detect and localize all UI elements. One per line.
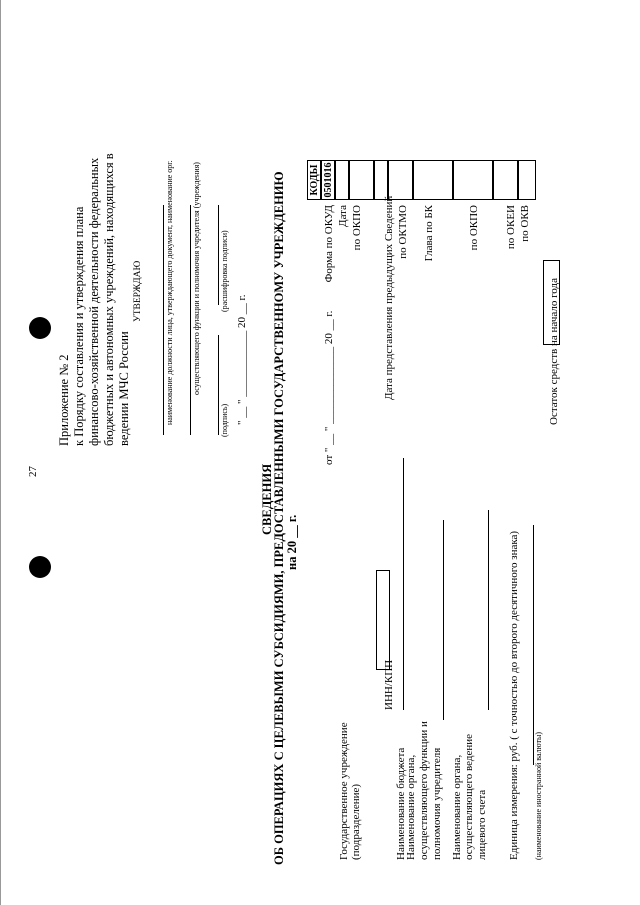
approve-label: УТВЕРЖДАЮ xyxy=(133,260,143,322)
caption-signature: (подпись) xyxy=(220,403,229,437)
field-line xyxy=(443,520,444,720)
code-cell[interactable] xyxy=(374,160,388,200)
appendix-line: бюджетных и автономных учреждений, находящихся в xyxy=(102,153,116,446)
institution-label: (подразделение) xyxy=(350,783,362,860)
field-line xyxy=(533,525,534,765)
field-line xyxy=(488,510,489,710)
codes-header: КОДЫ xyxy=(307,160,321,200)
balance-label: Остаток средств на начало года xyxy=(548,278,560,425)
code-cell[interactable] xyxy=(453,160,493,200)
currency-caption: (наименование иностранной валюты) xyxy=(534,732,543,860)
code-label: Дата представления предыдущих Сведений xyxy=(383,195,395,400)
unit-label: Единица измерения: руб. ( с точностью до второго десятичного знака) xyxy=(508,530,520,860)
code-cell[interactable] xyxy=(388,160,413,200)
code-label: Глава по БК xyxy=(423,205,435,262)
form-code-cell: 0501016 xyxy=(321,160,335,200)
appendix-title: Приложение № 2 xyxy=(57,354,71,446)
approval-date: " __ " ____________ 20 __ г. xyxy=(236,294,248,425)
caption-official: наименование должности лица, утверждающего документ, наименование орг. xyxy=(165,160,174,425)
report-date: от " __ " ______________ 20 __ г. xyxy=(323,310,335,465)
page-number: 27 xyxy=(27,466,39,477)
code-label: Форма по ОКУД xyxy=(323,205,335,283)
code-cell[interactable] xyxy=(518,160,536,200)
code-label: по ОКЕИ xyxy=(505,205,517,250)
caption-decode: (расшифровка подписи) xyxy=(220,230,229,312)
code-label: Дата xyxy=(337,205,349,227)
inn-field[interactable] xyxy=(376,570,390,670)
account-label: Наименование органа, xyxy=(451,754,463,860)
balance-field[interactable] xyxy=(543,260,560,345)
account-label: лицевого счета xyxy=(476,789,488,860)
code-label: по ОКПО xyxy=(351,205,363,251)
document-title: СВЕДЕНИЯ xyxy=(260,463,274,535)
appendix-line: к Порядку составления и утверждения плана xyxy=(72,206,86,446)
document-year: на 20 __ г. xyxy=(285,514,299,570)
field-line xyxy=(403,458,404,710)
signature-line xyxy=(190,205,191,435)
founder-label: Наименование органа, xyxy=(405,754,417,860)
code-label: по ОКВ xyxy=(519,205,531,242)
founder-label: полномочия учредителя xyxy=(431,747,443,860)
appendix-line: финансово-хозяйственной деятельности федеральных xyxy=(87,157,101,446)
founder-label: осуществляющего функции и xyxy=(418,721,430,860)
signature-line xyxy=(218,335,219,435)
caption-body: осуществляющего функции и полномочия учредителя (учреждения) xyxy=(192,162,201,395)
code-cell[interactable] xyxy=(335,160,349,200)
signature-line xyxy=(163,205,164,435)
code-cell[interactable] xyxy=(413,160,453,200)
budget-label: Наименование бюджета xyxy=(395,747,407,860)
appendix-line: ведении МЧС России xyxy=(117,331,131,446)
institution-label: Государственное учреждение xyxy=(338,722,350,860)
account-label: осуществляющего ведение xyxy=(463,734,475,860)
code-cell[interactable] xyxy=(493,160,518,200)
code-label: по ОКТМО xyxy=(397,205,409,259)
document-subtitle: ОБ ОПЕРАЦИЯХ С ЦЕЛЕВЫМИ СУБСИДИЯМИ, ПРЕДОСТАВЛЕННЫМИ ГОСУДАРСТВЕННОМУ УЧРЕЖДЕНИЮ xyxy=(272,171,286,865)
inn-label: ИНН/КПП xyxy=(383,659,395,710)
signature-line xyxy=(218,205,219,305)
code-cell[interactable] xyxy=(349,160,374,200)
code-label: по ОКПО xyxy=(468,205,480,251)
